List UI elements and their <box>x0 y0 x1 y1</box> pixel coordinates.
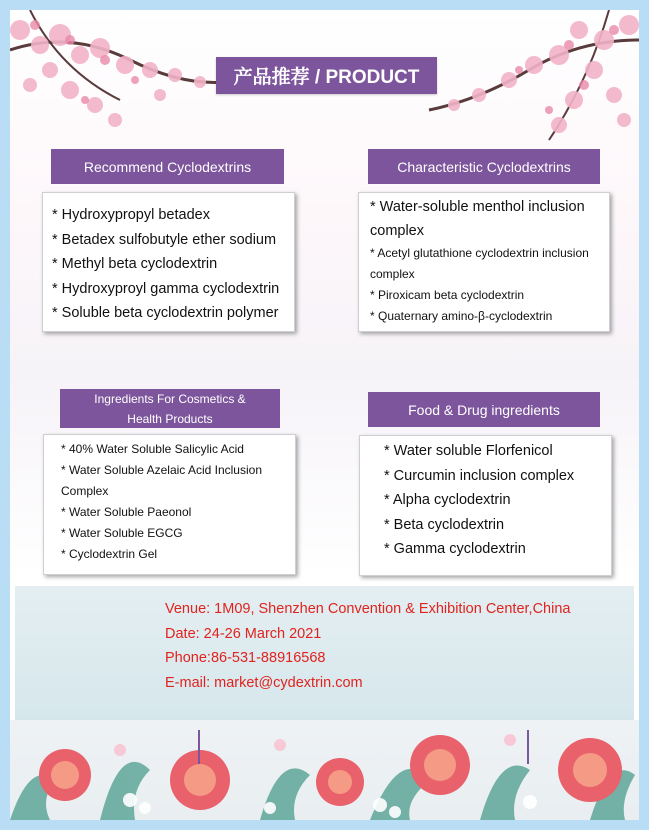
characteristic-list <box>370 195 603 327</box>
cherry-blossom-left-decoration <box>10 10 240 160</box>
section-heading-recommend: Recommend Cyclodextrins <box>51 149 284 184</box>
event-date: Date: 24-26 March 2021 <box>165 626 322 642</box>
cherry-blossom-right-decoration <box>409 10 639 160</box>
event-info-panel <box>15 586 634 721</box>
food-drug-list <box>384 439 611 562</box>
event-email: E-mail: market@cydextrin.com <box>165 675 363 691</box>
list-item: * Curcumin inclusion complex <box>384 467 575 484</box>
list-item: * Soluble beta cyclodextrin polymer <box>52 305 279 321</box>
section-heading-food-drug: Food & Drug ingredients <box>368 392 600 427</box>
floral-footer-decoration <box>10 720 639 820</box>
event-venue: Venue: 1M09, Shenzhen Convention & Exhibition Center,China <box>165 601 571 617</box>
page-title: 产品推荐 / PRODUCT <box>216 57 437 94</box>
list-item: * Methyl beta cyclodextrin <box>52 256 218 272</box>
list-item: * Water Soluble EGCG <box>61 526 183 540</box>
event-phone: Phone:86-531-88916568 <box>165 650 326 666</box>
list-item: * Cyclodextrin Gel <box>61 547 158 561</box>
recommend-list <box>52 203 294 326</box>
list-item: * Acetyl glutathione cyclodextrin inclusion complex <box>370 246 589 281</box>
decorative-divider-right <box>527 730 529 764</box>
list-item: * Water soluble Florfenicol <box>384 443 553 459</box>
list-item: * Water Soluble Paeonol <box>61 505 192 519</box>
list-item: * Gamma cyclodextrin <box>384 541 526 557</box>
list-item: * Piroxicam beta cyclodextrin <box>370 288 525 302</box>
list-item: * Water-soluble menthol inclusion complex <box>370 199 585 239</box>
list-item: * 40% Water Soluble Salicylic Acid <box>61 442 244 456</box>
list-item: * Betadex sulfobutyle ether sodium <box>52 231 277 248</box>
decorative-divider-left <box>198 730 200 764</box>
section-heading-characteristic: Characteristic Cyclodextrins <box>368 149 600 184</box>
list-item: * Beta cyclodextrin <box>384 516 505 533</box>
list-item: * Water Soluble Azelaic Acid Inclusion Complex <box>61 463 262 498</box>
cosmetics-list-box <box>43 434 296 575</box>
list-item: * Quaternary amino-β-cyclodextrin <box>370 309 553 323</box>
food-drug-list-box <box>359 435 612 576</box>
list-item: * Alpha cyclodextrin <box>384 492 511 508</box>
list-item: * Hydroxypropyl betadex <box>52 207 210 223</box>
hibiscus-flowers-illustration <box>10 720 639 820</box>
recommend-list-box <box>42 192 295 332</box>
list-item: * Hydroxyproyl gamma cyclodextrin <box>52 280 280 297</box>
characteristic-list-box <box>358 192 610 332</box>
section-heading-cosmetics: Ingredients For Cosmetics & Health Products <box>60 389 280 428</box>
cosmetics-list <box>61 439 287 565</box>
